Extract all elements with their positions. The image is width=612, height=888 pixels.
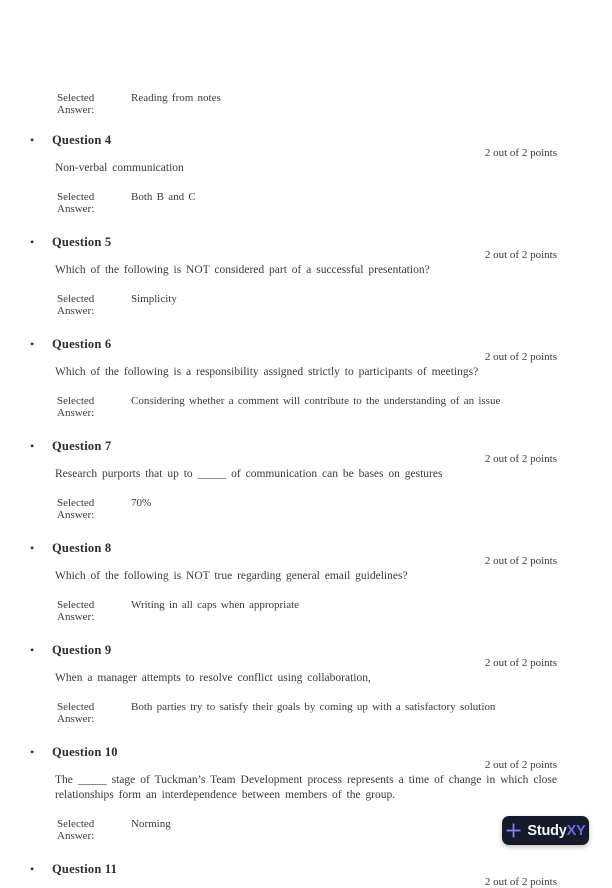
question-points: 2 out of 2 points [484, 147, 557, 159]
question-header [0, 440, 612, 453]
selected-answer-row [57, 818, 572, 842]
question-header [0, 134, 612, 147]
question-title: • Question 8 [52, 541, 112, 555]
question-points: 2 out of 2 points [484, 351, 557, 363]
selected-answer-value: Simplicity [131, 293, 177, 305]
question-title: • Question 4 [52, 133, 112, 147]
question-points: 2 out of 2 points [484, 759, 557, 771]
selected-answer-label: Selected Answer: [57, 293, 95, 317]
selected-answer-label: Selected Answer: [57, 701, 95, 725]
question-text: Which of the following is NOT true regarding general email guidelines? [55, 570, 408, 582]
question-header [0, 746, 612, 759]
selected-answer-label: Selected Answer: [57, 497, 95, 521]
question-header [0, 236, 612, 249]
selected-answer-row [57, 191, 572, 215]
question-points: 2 out of 2 points [484, 453, 557, 465]
question-header [0, 863, 612, 876]
selected-answer-row [57, 293, 572, 317]
question-text: Non-verbal communication [55, 162, 184, 174]
question-text: The _____ stage of Tuckman’s Team Development process represents a time of change in which close relationships form an interdependence between members of the group. [55, 774, 557, 801]
selected-answer-value: Both B and C [131, 191, 196, 203]
question-points: 2 out of 2 points [484, 249, 557, 261]
question-header [0, 542, 612, 555]
selected-answer-value: Writing in all caps when appropriate [131, 599, 300, 611]
question-block [0, 440, 612, 521]
selected-answer-value: 70% [131, 497, 152, 509]
selected-answer-row [57, 395, 572, 419]
question-header [0, 338, 612, 351]
question-title: • Question 11 [52, 862, 118, 876]
question-title: • Question 5 [52, 235, 112, 249]
logo-study-text: Study [527, 822, 567, 839]
selected-answer-value: Considering whether a comment will contribute to the understanding of an issue [131, 395, 501, 407]
selected-answer-row [57, 497, 572, 521]
questions-list [0, 134, 612, 888]
studyxy-logo[interactable] [502, 816, 589, 845]
selected-answer-value: Reading from notes [131, 92, 221, 104]
question-text: Which of the following is a responsibility assigned strictly to participants of meetings? [55, 366, 479, 378]
question-points: 2 out of 2 points [484, 657, 557, 669]
plus-icon [505, 822, 522, 839]
logo-xy-text: XY [566, 822, 586, 839]
question-block [0, 644, 612, 725]
selected-answer-value: Norming [131, 818, 171, 830]
question-title: • Question 7 [52, 439, 112, 453]
question-header [0, 644, 612, 657]
selected-answer-label: Selected Answer: [57, 191, 95, 215]
question-block [0, 863, 612, 888]
selected-answer-label: Selected Answer: [57, 92, 95, 116]
question-points: 2 out of 2 points [484, 876, 557, 888]
selected-answer-label: Selected Answer: [57, 818, 95, 842]
selected-answer-row [57, 92, 572, 116]
selected-answer-row [57, 701, 572, 725]
logo-wordmark [527, 823, 585, 839]
question-block [0, 236, 612, 317]
question-block [0, 542, 612, 623]
question-text: Which of the following is NOT considered part of a successful presentation? [55, 264, 430, 276]
question-block [0, 338, 612, 419]
selected-answer-row [57, 599, 572, 623]
selected-answer-value: Both parties try to satisfy their goals by coming up with a satisfactory solution [131, 701, 496, 713]
question-title: • Question 6 [52, 337, 112, 351]
selected-answer-label: Selected Answer: [57, 599, 95, 623]
question-text: Research purports that up to _____ of communication can be bases on gestures [55, 468, 443, 480]
question-text: When a manager attempts to resolve conflict using collaboration, [55, 672, 371, 684]
selected-answer-label: Selected Answer: [57, 395, 95, 419]
question-title: • Question 9 [52, 643, 112, 657]
question-points: 2 out of 2 points [484, 555, 557, 567]
question-title: • Question 10 [52, 745, 118, 759]
question-block [0, 134, 612, 215]
